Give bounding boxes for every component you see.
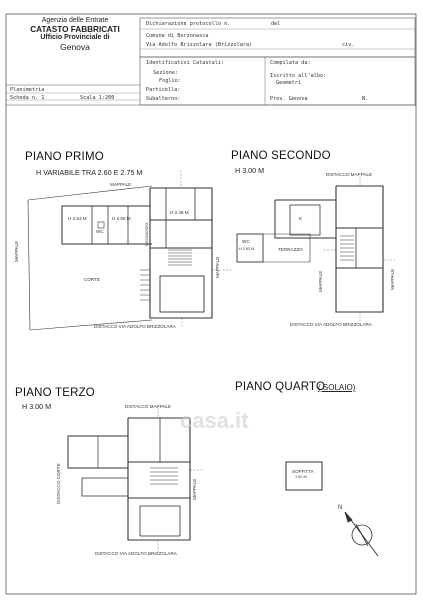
declaration-del: del bbox=[271, 21, 281, 27]
piano-secondo-title: PIANO SECONDO bbox=[231, 150, 331, 162]
prov-label: Prov. Genova bbox=[270, 96, 308, 102]
terzo-distacco-corte: DISTACCO CORTE bbox=[56, 463, 61, 504]
agency-block bbox=[20, 17, 130, 52]
declaration-label: Dichiarazione protocollo n. bbox=[146, 21, 231, 27]
primo-mappale-right: MAPPALE bbox=[215, 256, 220, 278]
primo-corte: CORTE bbox=[84, 277, 100, 282]
scala-label: Scala 1:200 bbox=[80, 95, 115, 101]
comune-label: Comune di Borzonasca bbox=[146, 33, 209, 39]
albo-value: Geometri bbox=[276, 80, 301, 86]
scheda-label: Scheda n. 1 bbox=[10, 95, 45, 101]
piano-terzo-title: PIANO TERZO bbox=[15, 387, 95, 399]
address-label: Via Adolfo Brizzolara (Brizzolara) bbox=[146, 42, 253, 48]
primo-room-h2: H 2.55 M bbox=[112, 216, 131, 221]
agency-name: Agenzia delle Entrate bbox=[41, 17, 109, 24]
n-label: N. bbox=[362, 96, 369, 102]
piano-secondo-height: H 3.00 M bbox=[235, 166, 265, 175]
primo-distacco: DISTACCO VIA ADOLFO BRIZZOLARA bbox=[94, 324, 176, 329]
terzo-mappale: MAPPALE bbox=[192, 478, 197, 500]
subalterno-label: Subalterno: bbox=[146, 96, 181, 102]
secondo-wc-height: H 2.63 M bbox=[239, 247, 255, 251]
piano-quarto-title: PIANO QUARTO bbox=[235, 381, 326, 393]
identificativi-label: Identificativi Catastali: bbox=[146, 60, 225, 66]
terzo-distacco: DISTACCO VIA ADOLFO BRIZZOLARA bbox=[95, 551, 177, 556]
catasto-title: CATASTO FABBRICATI bbox=[30, 25, 120, 35]
foglio-label: Foglio: bbox=[159, 78, 181, 84]
primo-mappale-left: MAPPALE bbox=[14, 240, 19, 262]
piano-primo-title: PIANO PRIMO bbox=[25, 151, 104, 163]
primo-mappale-top: MAPPALE bbox=[110, 182, 132, 187]
sezione-label: Sezione: bbox=[153, 70, 178, 76]
compass-north-label: N bbox=[338, 505, 343, 511]
quarto-soffitta: SOFFITTA bbox=[292, 469, 314, 474]
watermark: casa.it bbox=[180, 408, 249, 433]
quarto-soffitta-height: 1.50 M bbox=[295, 475, 307, 479]
secondo-mappale-right: MAPPALE bbox=[390, 268, 395, 290]
secondo-mappale-left: MAPPALE bbox=[318, 270, 323, 292]
primo-wc: WC bbox=[96, 229, 104, 234]
secondo-terrazzo: TERRAZZO bbox=[278, 247, 303, 252]
terzo-distacco-mappale: DISTACCO MAPPALE bbox=[125, 404, 172, 409]
province-name: Genova bbox=[60, 41, 90, 52]
piano-primo-height: H VARIABILE TRA 2.60 E 2.75 M bbox=[36, 168, 143, 177]
secondo-distacco-mappale: DISTACCO MAPPALE bbox=[326, 172, 373, 177]
iscritto-label: Iscritto all'albo: bbox=[270, 73, 327, 79]
piano-quarto-solaio: ( SOLAIO) bbox=[318, 383, 356, 392]
compilata-label: Compilata da: bbox=[270, 60, 311, 66]
secondo-k: K bbox=[299, 216, 303, 221]
secondo-wc: WC bbox=[242, 239, 250, 244]
particella-label: Particella: bbox=[146, 87, 181, 93]
ufficio-label: Ufficio Provinciale di bbox=[40, 34, 110, 42]
planimetria-label: Planimetria bbox=[10, 87, 45, 93]
secondo-distacco: DISTACCO VIA ADOLFO BRIZZOLARA bbox=[290, 322, 372, 327]
civ-label: civ. bbox=[342, 42, 355, 48]
primo-passaggio: PASSAGGIO bbox=[144, 222, 149, 246]
primo-room-h3: H 2.46 M bbox=[170, 210, 189, 215]
primo-room-h1: H 2.53 M bbox=[68, 216, 87, 221]
piano-terzo-height: H 3.00 M bbox=[22, 402, 52, 411]
